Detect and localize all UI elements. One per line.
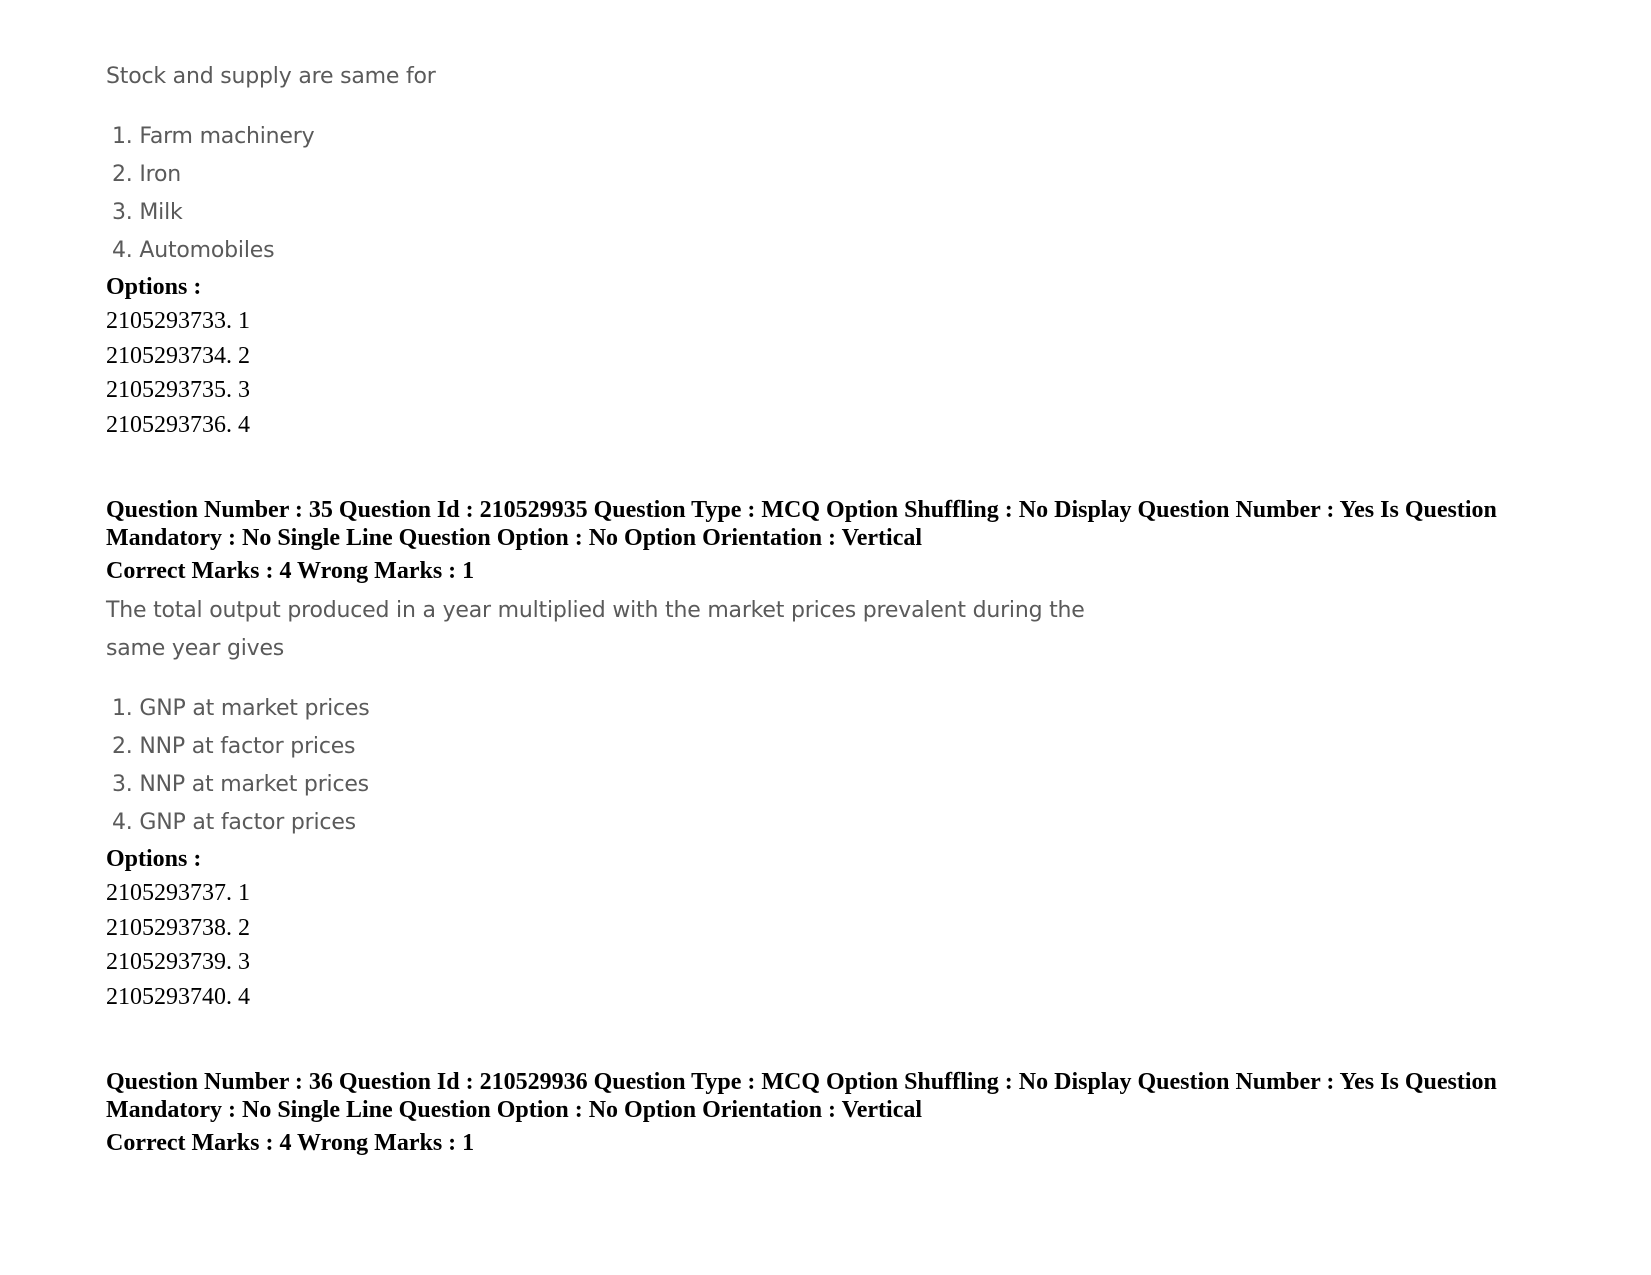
question-item: 3. NNP at market prices: [112, 772, 369, 797]
question-stem-line: same year gives: [106, 636, 285, 661]
question-items: [112, 690, 1581, 842]
question-meta: Question Number : 36 Question Id : 210529936 Question Type : MCQ Option Shuffling : No Display Question Number : Yes Is Question Mandatory : No Single Line Question Option : No Option Orientation : Vertical: [106, 1069, 1497, 1123]
option-row: 2105293738. 2: [106, 914, 250, 941]
question-item: 1. GNP at market prices: [112, 696, 370, 721]
option-row: 2105293734. 2: [106, 342, 250, 369]
question-item: 2. NNP at factor prices: [112, 734, 356, 759]
question-stem: Stock and supply are same for: [106, 64, 436, 89]
question-marks: Correct Marks : 4 Wrong Marks : 1: [106, 1130, 475, 1156]
question-35: [106, 496, 1581, 1014]
option-row: 2105293735. 3: [106, 377, 250, 403]
question-items: [112, 118, 1581, 270]
question-stem-line: The total output produced in a year multiplied with the market prices prevalent during the: [106, 598, 1085, 623]
question-36: [106, 1068, 1581, 1158]
option-row: 2105293739. 3: [106, 949, 250, 975]
options-label: Options :: [106, 274, 202, 300]
question-item: 3. Milk: [112, 200, 183, 225]
question-item: 2. Iron: [112, 162, 182, 187]
question-item: 4. GNP at factor prices: [112, 810, 356, 835]
option-row: 2105293733. 1: [106, 308, 250, 334]
options-label: Options :: [106, 846, 202, 872]
question-34-tail: [106, 58, 1581, 442]
option-row: 2105293740. 4: [106, 983, 250, 1010]
option-row: 2105293737. 1: [106, 880, 250, 906]
question-marks: Correct Marks : 4 Wrong Marks : 1: [106, 558, 475, 584]
question-item: 1. Farm machinery: [112, 124, 315, 149]
question-item: 4. Automobiles: [112, 238, 275, 263]
question-meta: Question Number : 35 Question Id : 210529935 Question Type : MCQ Option Shuffling : No Display Question Number : Yes Is Question Mandatory : No Single Line Question Option : No Option Orientation : Vertical: [106, 497, 1497, 551]
option-row: 2105293736. 4: [106, 411, 250, 438]
